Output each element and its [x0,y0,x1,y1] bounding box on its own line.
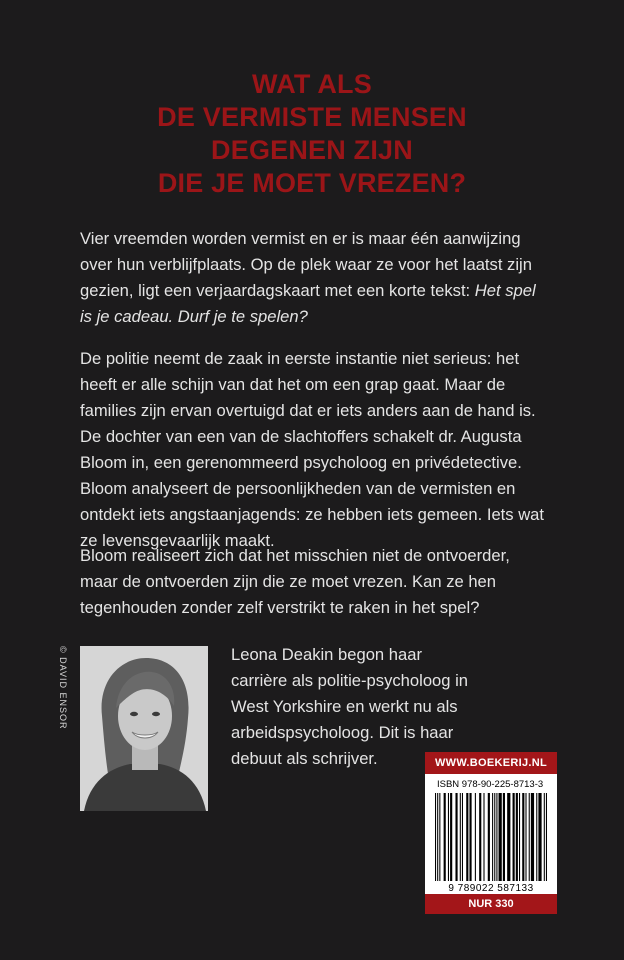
barcode-bar [492,793,493,881]
barcode-bar [516,793,518,881]
barcode-bar [479,793,481,881]
headline-line-2: DE VERMISTE MENSEN [157,102,467,132]
barcode-digits: 9 789022 587133 [448,883,534,894]
barcode-bar [460,793,461,881]
barcode-bar [450,793,452,881]
barcode-bar [529,793,530,881]
blurb-paragraph-3-text: Bloom realiseert zich dat het misschien niet de ontvoerder, maar de ontvoerden zijn die ze moet vrezen. Kan ze hen tegenhouden zonder zelf verstrikt te raken in het spel? [80,546,510,617]
headline-line-4: DIE JE MOET VREZEN? [157,168,467,198]
barcode-bar [475,793,476,881]
nur-code: NUR 330 [425,894,557,914]
barcode-bar [448,793,449,881]
barcode-bar [483,793,484,881]
publisher-website: WWW.BOEKERIJ.NL [425,752,557,774]
barcode-bar [455,793,457,881]
barcode-bar [466,793,468,881]
barcode-bar [444,793,446,881]
barcode-bar [462,793,463,881]
barcode-label [425,752,557,914]
headline [0,68,624,200]
barcode-bar [439,793,440,881]
isbn-text: ISBN 978-90-225-8713-3 [437,779,544,790]
blurb-paragraph-2-text: De politie neemt de zaak in eerste instantie niet serieus: het heeft er alle schijn van dat het om een grap gaat. Maar de families zijn ervan overtuigd dat er iets anders aan de hand is. De dochter van een van de slachtoffers schakelt dr. Augusta Bloom in, een gerenommeerd psycholoog en privédetective. Bloom analyseert de persoonlijkheden van de vermisten en ontdekt iets angstaanjagends: ze hebben iets gemeen. Iets wat ze levensgevaarlijk maakt. [80,349,545,550]
barcode-bar [469,793,471,881]
barcode-bar [525,793,526,881]
barcode-bar [435,793,436,881]
barcode-bars [433,793,549,881]
barcode-bar [437,793,438,881]
barcode-bar [507,793,510,881]
barcode-bar [538,793,541,881]
blurb-paragraph-1 [80,226,550,330]
photo-credit: © DAVID ENSOR [58,646,68,730]
barcode-bar [488,793,490,881]
barcode-bar [531,793,534,881]
barcode-bar [499,793,502,881]
blurb-quote: Het spel is je cadeau. Durf je te spelen? [80,281,536,326]
barcode-bar [496,793,497,881]
author-portrait-image [80,646,208,811]
barcode-bar [513,793,515,881]
barcode-bar [546,793,547,881]
barcode-bar [519,793,520,881]
author-photo [80,646,208,811]
barcode-bar [494,793,495,881]
barcode-bar [544,793,545,881]
author-bio: Leona Deakin begon haar carrière als politie-psycholoog in West Yorkshire en werkt nu als arbeidspsycholoog. Dit is haar debuut als schrijver. [231,645,469,768]
blurb-paragraph-2 [80,346,550,554]
headline-line-1: WAT ALS [252,69,372,99]
barcode-bar [522,793,524,881]
barcode-bar [536,793,537,881]
blurb-paragraph-1-text: Vier vreemden worden vermist en er is maar één aanwijzing over hun verblijfplaats. Op de plek waar ze voor het laatst zijn gezien, ligt een verjaardagskaart met een korte tekst: [80,229,532,300]
barcode-bar [503,793,505,881]
headline-line-3: DEGENEN ZIJN [211,135,413,165]
blurb-paragraph-3 [80,543,550,621]
